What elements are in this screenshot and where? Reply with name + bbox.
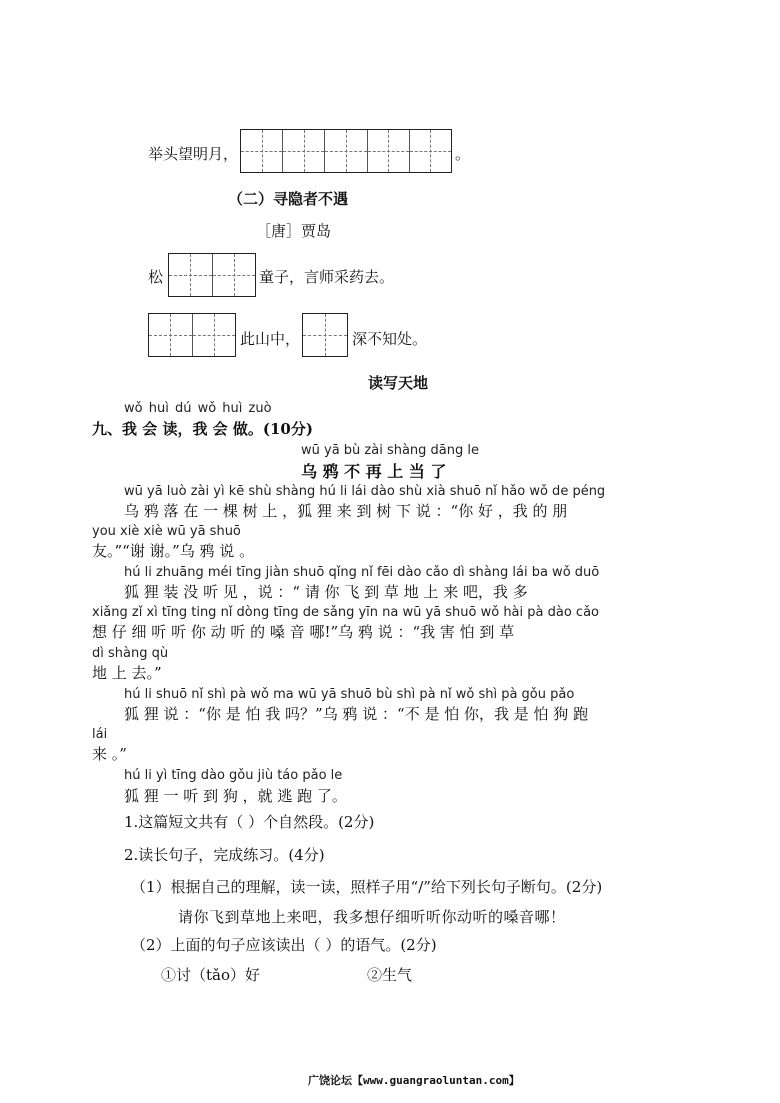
p2b-pinyin: xiǎng zǐ xì tīng ting nǐ dòng tīng de sǎng yīn na wū yā shuō wǒ hài pà dào cǎo — [92, 605, 599, 620]
question-2-1: （1）根据自己的理解，读一读，照样子用“/”给下列长句子断句。(2分) — [131, 878, 603, 896]
section-title: 读写天地 — [368, 374, 429, 392]
story-title-pinyin: wū yā bù zài shàng dāng le — [301, 443, 480, 458]
option-2[interactable]: ②生气 — [367, 966, 413, 984]
writing-grid-poem2-b[interactable] — [148, 313, 236, 357]
p1-text: 乌 鸦 落 在 一 棵 树 上 ，狐 狸 来 到 树 下 说 ：“你 好 ，我 的 朋 — [124, 502, 568, 520]
story-title: 乌 鸦 不 再 上 当 了 — [301, 462, 447, 481]
p4-text: 狐 狸 一 听 到 狗 ，就 逃 跑 了。 — [124, 787, 347, 805]
p2-pinyin: hú li zhuāng méi tīng jiàn shuō qǐng nǐ fēi dào cǎo dì shàng lái ba wǒ duō — [124, 565, 600, 580]
p3-pinyin: hú li shuō nǐ shì pà wǒ ma wū yā shuō bù shì pà nǐ wǒ shì pà gǒu pǎo — [124, 687, 575, 702]
poem2-line2-middle: 此山中， — [240, 330, 301, 348]
p2b-text: 想 仔 细 听 听 你 动 听 的 嗓 音 哪!”乌 鸦 说 ：“我 害 怕 到 草 — [92, 623, 515, 641]
question-1: 1.这篇短文共有（ ）个自然段。(2分) — [124, 813, 375, 831]
poem2-author: ［唐］贾岛 — [256, 222, 332, 240]
question-2-2: （2）上面的句子应该读出（ ）的语气。(2分) — [131, 936, 437, 954]
p1b-text: 友。”“谢 谢。”乌 鸦 说 。 — [92, 542, 255, 560]
writing-grid-poem1[interactable] — [240, 129, 452, 173]
q9-pinyin: wǒ huì dú wǒ huì zuò — [124, 401, 272, 416]
poem2-line1-suffix: 童子，言师采药去。 — [259, 268, 395, 286]
p2c-pinyin: dì shàng qù — [92, 646, 169, 661]
poem2-title: （二）寻隐者不遇 — [228, 190, 349, 208]
poem2-line2-suffix: 深不知处。 — [352, 330, 428, 348]
p3-text: 狐 狸 说 ：“你 是 怕 我 吗？”乌 鸦 说 ：“不 是 怕 你，我 是 怕 狗 跑 — [124, 705, 589, 723]
poem1-prefix: 举头望明月， — [148, 145, 239, 163]
poem2-line1-prefix: 松 — [148, 268, 164, 286]
option-1[interactable]: ①讨（tǎo）好 — [161, 966, 261, 984]
p2-text: 狐 狸 装 没 听 见 ，说 ：“ 请 你 飞 到 草 地 上 来 吧，我 多 — [124, 583, 528, 601]
question-2-1-sentence: 请你飞到草地上来吧，我多想仔细听听你动听的嗓音哪！ — [178, 908, 566, 926]
p2c-text: 地 上 去。” — [92, 664, 162, 682]
footer-text: 广饶论坛【www.guangraoluntan.com】 — [308, 1074, 520, 1087]
p4-pinyin: hú li yì tīng dào gǒu jiù táo pǎo le — [124, 768, 343, 783]
p1-pinyin: wū yā luò zài yì kē shù shàng hú li lái dào shù xià shuō nǐ hǎo wǒ de péng — [124, 484, 606, 499]
p3b-text: 来 。” — [92, 745, 127, 763]
writing-grid-poem2-c[interactable] — [302, 313, 348, 357]
q9-label: 九、我 会 读，我 会 做。(10分) — [92, 420, 313, 438]
poem1-suffix: 。 — [455, 145, 471, 163]
question-2: 2.读长句子，完成练习。(4分) — [124, 846, 325, 864]
writing-grid-poem2-a[interactable] — [168, 253, 256, 297]
p3b-pinyin: lái — [92, 727, 108, 742]
p1b-pinyin: you xiè xiè wū yā shuō — [92, 524, 241, 539]
